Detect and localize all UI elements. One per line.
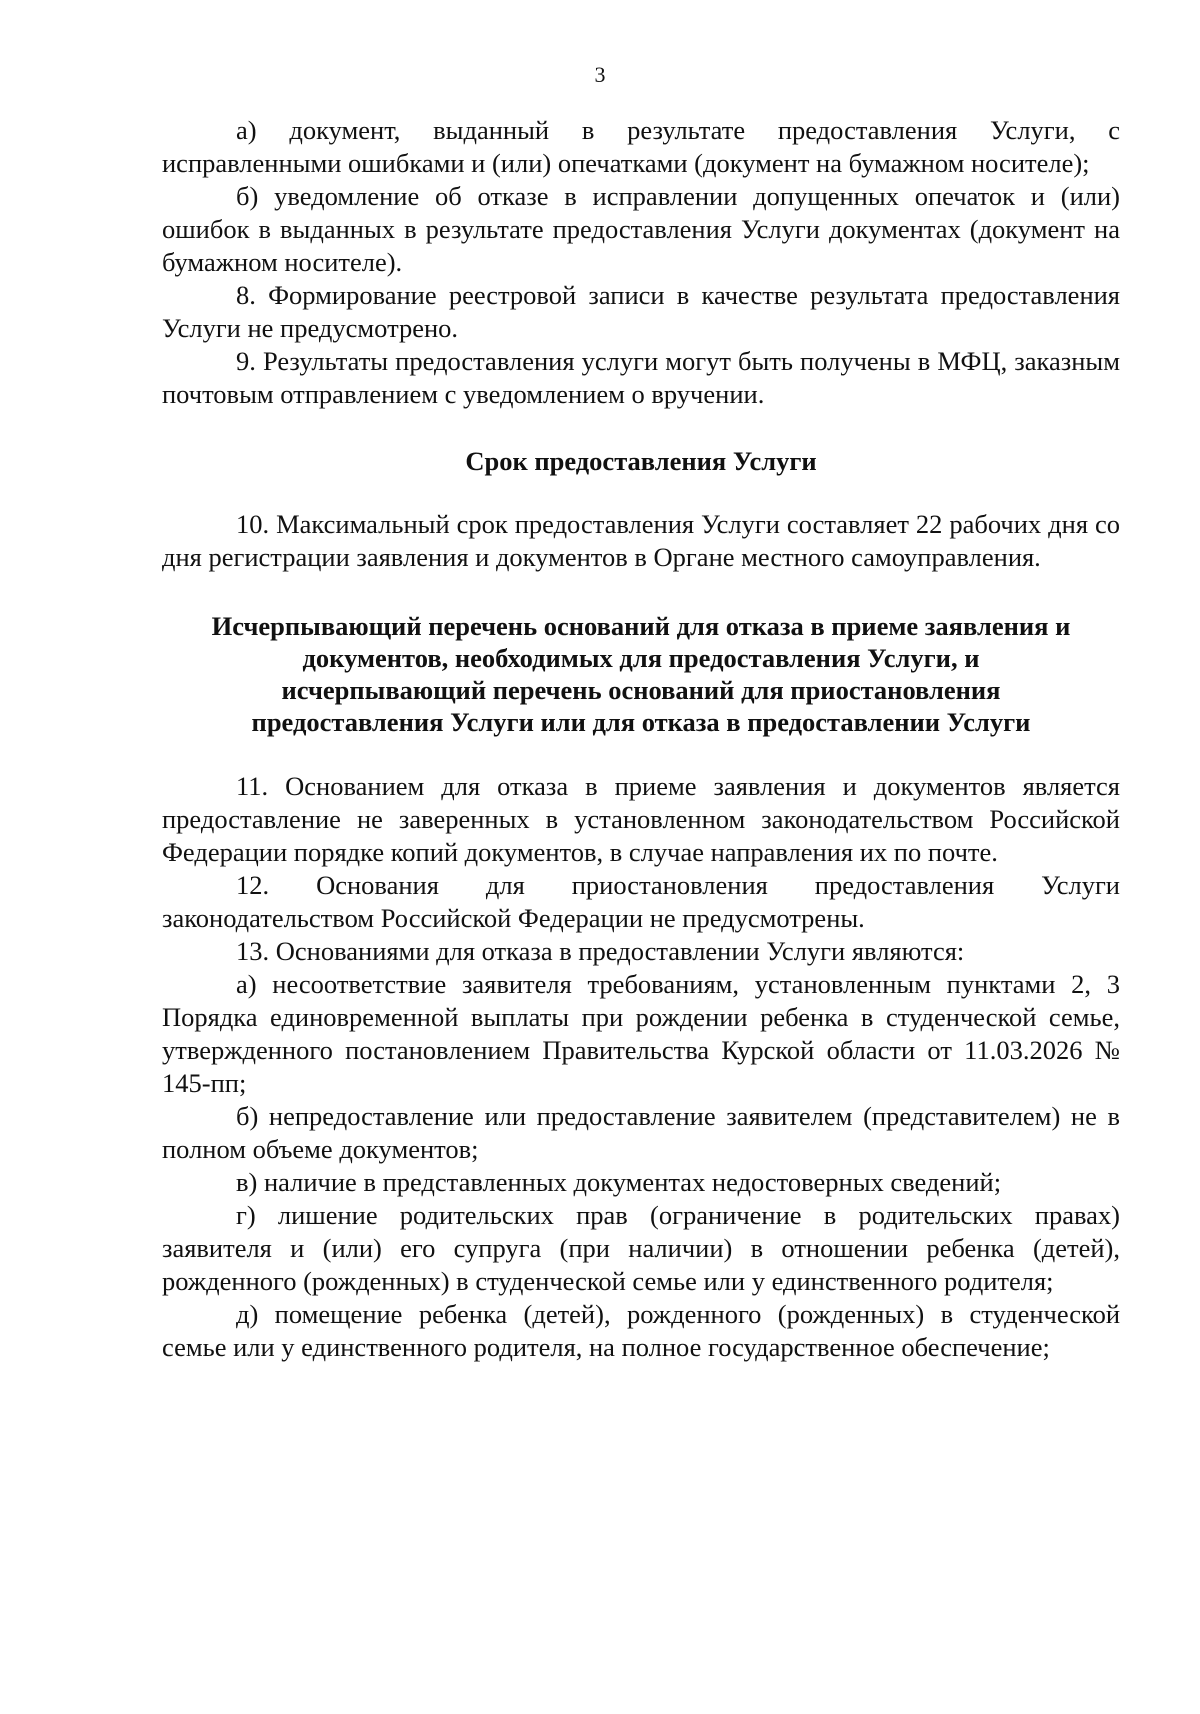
refusal-item-v: в) наличие в представленных документах недостоверных сведений; [236, 1167, 1002, 1197]
refusal-item-b: б) непредоставление или предоставление заявителем (представителем) не в полном объеме документов; [162, 1101, 1120, 1164]
refusal-item-g: г) лишение родительских прав (ограничение в родительских правах) заявителя и (или) его супруга (при наличии) в отношении ребенка (детей), рожденного (рожденных) в студенческой семье или у единственного родителя; [162, 1200, 1120, 1296]
section-heading-grounds [162, 610, 1120, 738]
clause-9: 9. Результаты предоставления услуги могут быть получены в МФЦ, заказным почтовым отправлением с уведомлением о вручении. [162, 346, 1120, 409]
refusal-item-a: а) несоответствие заявителя требованиям, установленным пунктами 2, 3 Порядка единовременной выплаты при рождении ребенка в студенческой семье, утвержденного постановлением Правительства Курской области от 11.03.2026 № 145-пп; [162, 969, 1120, 1098]
heading-line: документов, необходимых для предоставления Услуги, и [302, 643, 980, 673]
clause-12: 12. Основания для приостановления предоставления Услуги законодательством Российской Федерации не предусмотрены. [162, 870, 1120, 933]
refusal-item-d: д) помещение ребенка (детей), рожденного (рожденных) в студенческой семье или у единственного родителя, на полное государственное обеспечение; [162, 1299, 1120, 1362]
clause-10: 10. Максимальный срок предоставления Услуги составляет 22 рабочих дня со дня регистрации заявления и документов в Органе местного самоуправления. [162, 509, 1120, 572]
document-body [162, 114, 1120, 1364]
heading-line: предоставления Услуги или для отказа в предоставлении Услуги [251, 707, 1031, 737]
result-item-b: б) уведомление об отказе в исправлении допущенных опечаток и (или) ошибок в выданных в результате предоставления Услуги документах (документ на бумажном носителе). [162, 181, 1120, 277]
clause-8: 8. Формирование реестровой записи в качестве результата предоставления Услуги не предусмотрено. [162, 280, 1120, 343]
section-heading-term: Срок предоставления Услуги [465, 446, 817, 476]
result-item-a: а) документ, выданный в результате предоставления Услуги, с исправленными ошибками и (или) опечатками (документ на бумажном носителе); [162, 115, 1120, 178]
page-number: 3 [594, 62, 606, 87]
heading-line: исчерпывающий перечень оснований для приостановления [281, 675, 1001, 705]
clause-11: 11. Основанием для отказа в приеме заявления и документов является предоставление не заверенных в установленном законодательством Российской Федерации порядке копий документов, в случае направления их по почте. [162, 771, 1120, 867]
clause-13: 13. Основаниями для отказа в предоставлении Услуги являются: [236, 936, 965, 966]
heading-line: Исчерпывающий перечень оснований для отказа в приеме заявления и [211, 611, 1071, 641]
